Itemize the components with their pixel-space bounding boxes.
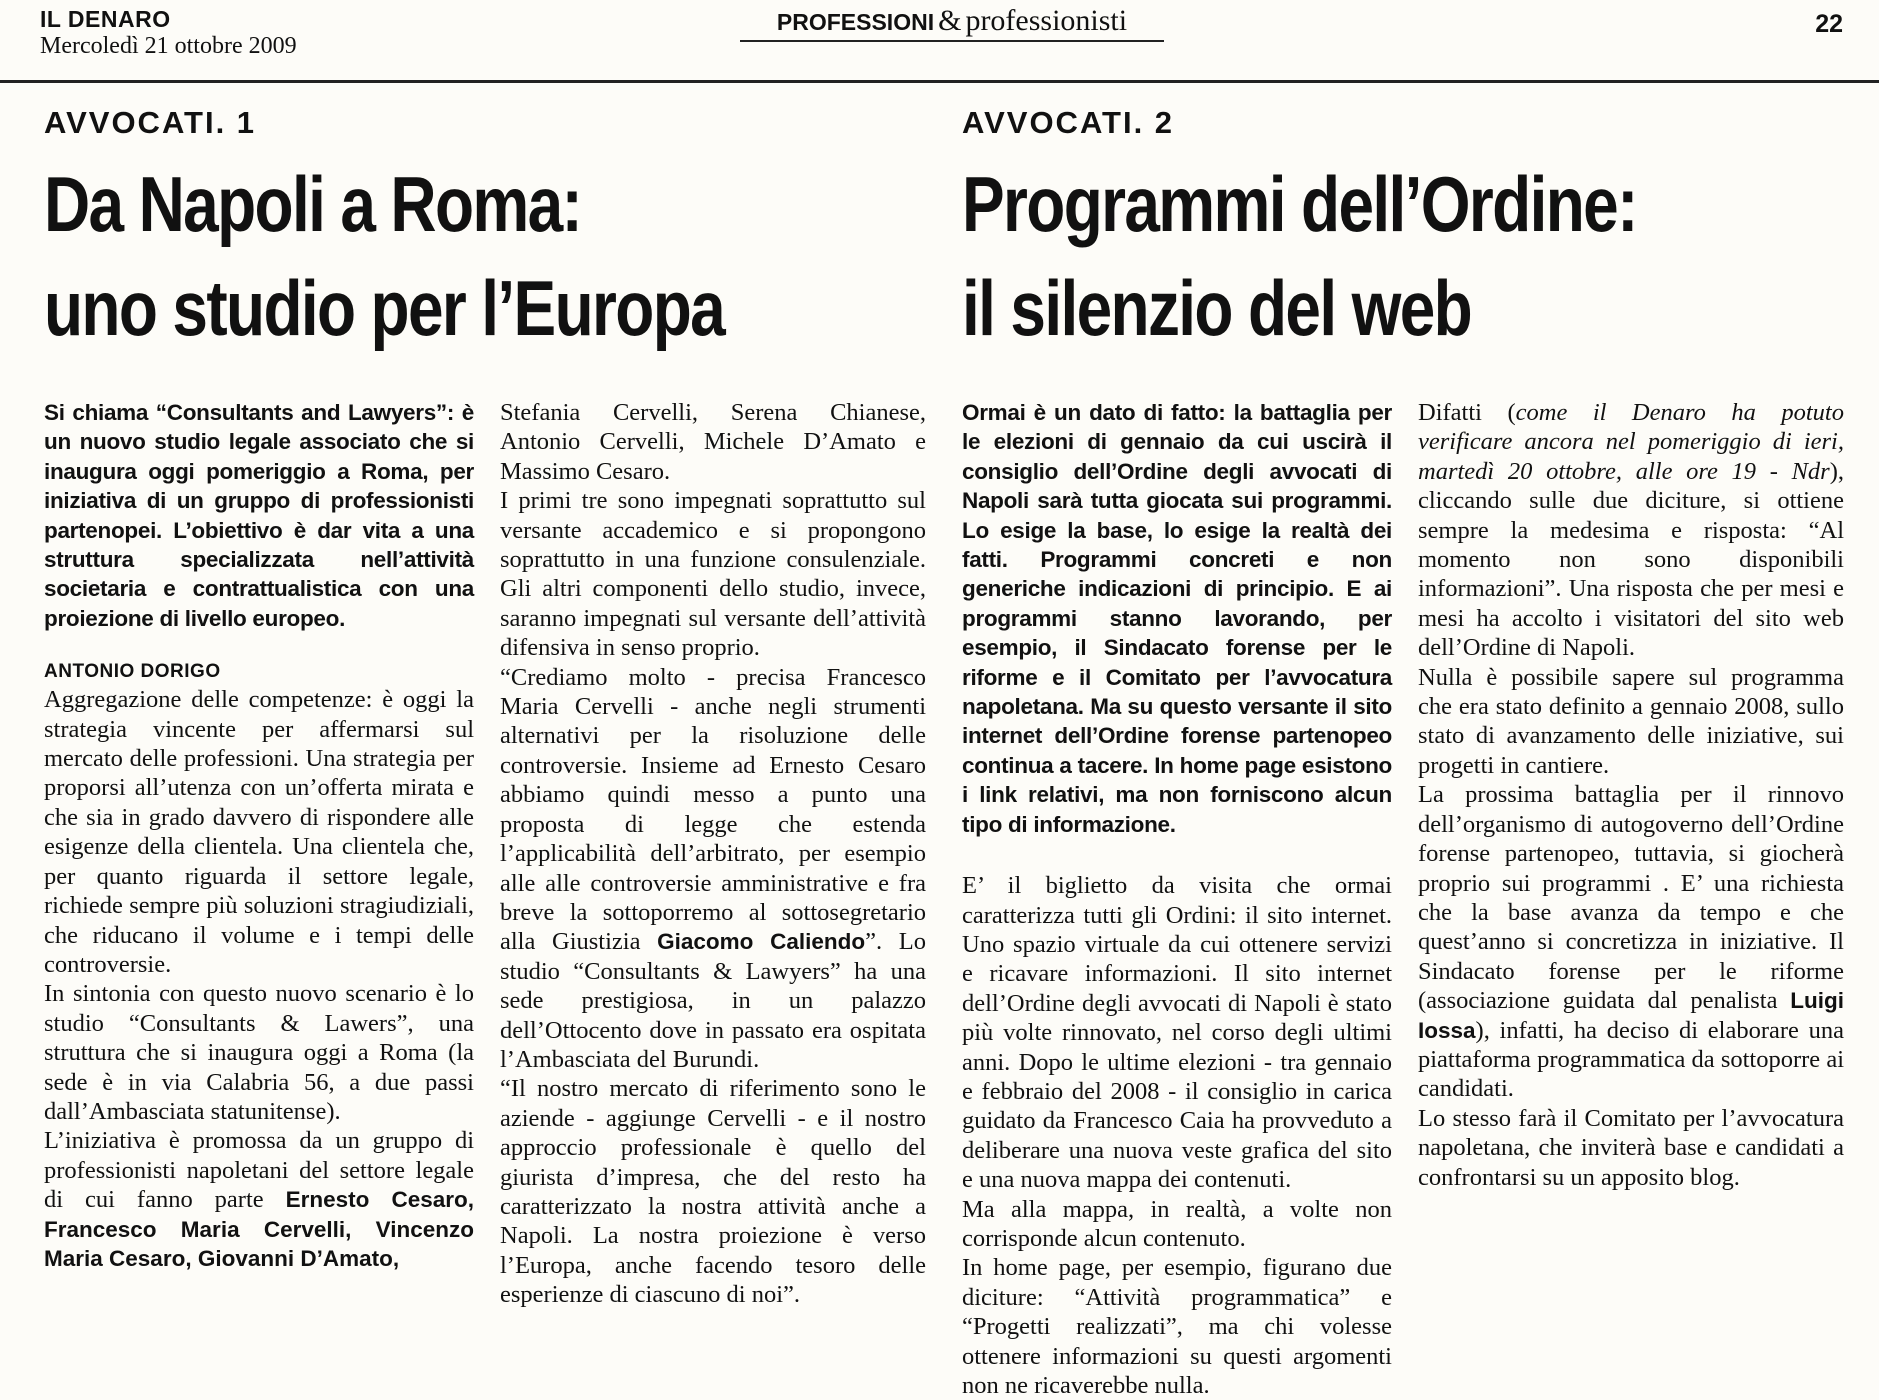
article1-paragraph5	[500, 663, 926, 1075]
article1-paragraph5-name: Giacomo Caliendo	[657, 929, 866, 955]
article1-headline-line2: uno studio per l’Europa	[44, 264, 725, 352]
article2-paragraph6-name: Luigi Iossa	[1418, 988, 1844, 1043]
article1-paragraph5-tail: ”. Lo studio “Consultants & Lawyers” ha una sede prestigiosa, in un palazzo dell’Ottocento dove in passato era ospitata l’Ambasciata del Burundi.	[500, 928, 926, 1073]
header-divider	[0, 80, 1879, 83]
section-title-part2: professionisti	[965, 4, 1128, 37]
article2-paragraph5: Nulla è possibile sapere sul programma che era stato definito a gennaio 2008, sullo stato di avanzamento delle iniziative, sui progetti in cantiere.	[1418, 663, 1844, 779]
article1-column2	[500, 398, 926, 1310]
article2-lead: Ormai è un dato di fatto: la battaglia per le elezioni di gennaio da cui uscirà il consiglio dell’Ordine degli avvocati di Napoli sarà tutta giocata sui programmi. Lo esige la base, lo esige la realtà dei fatti. Programmi concreti e non generiche indicazioni di principio. E ai programmi stanno lavorando, per esempio, il Sindacato forense per le riforme e il Comitato per l’avvocatura napoletana. Ma su questo versante il sito internet dell’Ordine forense partenopeo continua a tacere. In home page esistono i link relativi, ma non forniscono alcun tipo di informazione.	[962, 400, 1392, 837]
article1-lead: Si chiama “Consultants and Lawyers”: è un nuovo studio legale associato che si inaugura oggi pomeriggio a Roma, per iniziativa di un gruppo di professionisti partenopei. L’obiettivo è dar vita a una struttura specializzata nell’attività societaria e contrattualistica con una proiezione di livello europeo.	[44, 400, 474, 631]
article1-paragraph3-names: Ernesto Cesaro, Francesco Maria Cervelli, Vincenzo Maria Cesaro, Giovanni D’Amato,	[44, 1187, 474, 1271]
article2-headline-line1: Programmi dell’Ordine:	[962, 160, 1637, 248]
article2-column2	[1418, 398, 1844, 1192]
article1-paragraph3	[44, 1126, 474, 1273]
article1-byline: ANTONIO DORIGO	[44, 661, 221, 683]
article1-paragraph2: In sintonia con questo nuovo scenario è lo studio “Consultants & Lawers”, una struttura che si inaugura oggi a Roma (la sede è in via Calabria 56, a due passi dall’Ambasciata statunitense).	[44, 980, 474, 1125]
article2-paragraph6	[1418, 780, 1844, 1103]
article2-paragraph4-end: ), cliccando sulle due diciture, si ottiene sempre la medesima e risposta: “Al momento non sono disponibili informazioni”. Una risposta che per mesi e mesi ha accolto i visitatori del sito web dell’Ordine di Napoli.	[1418, 457, 1844, 662]
section-title	[740, 4, 1164, 42]
article1-paragraph5-text: “Crediamo molto - precisa Francesco Maria Cervelli - anche negli strumenti alternativi per la risoluzione delle controversie. Insieme ad Ernesto Cesaro abbiamo quindi messo a punto una proposta di legge che estenda l’applicabilità dell’arbitrato, per esempio alle alle controversie amministrative e fra breve la sottoporremo al sottosegretario alla Giustizia	[500, 663, 926, 956]
article2-paragraph4-editor-note: come il Denaro ha potuto verificare ancora nel pomeriggio di ieri, martedì 20 ottobre, alle ore 19 - Ndr	[1418, 399, 1844, 485]
article2-paragraph6-tail: ), infatti, ha deciso di elaborare una piattaforma programmatica da sottoporre ai candidati.	[1418, 1016, 1844, 1103]
page-number: 22	[1815, 10, 1843, 38]
article1-paragraph3-continued: Stefania Cervelli, Serena Chianese, Antonio Cervelli, Michele D’Amato e Massimo Cesaro.	[500, 399, 926, 485]
article2-kicker: AVVOCATI. 2	[962, 105, 1175, 140]
article1-paragraph6: “Il nostro mercato di riferimento sono le aziende - aggiunge Cervelli - e il nostro approccio professionale è quello del giurista d’impresa, che del resto ha caratterizzato la nostra attività anche a Napoli. La nostra proiezione è verso l’Europa, anche facendo tesoro delle esperienze di ciascuno di noi”.	[500, 1075, 926, 1309]
masthead	[40, 6, 297, 60]
article1-kicker: AVVOCATI. 1	[44, 105, 257, 140]
issue-date: Mercoledì 21 ottobre 2009	[40, 33, 297, 59]
article2-paragraph7: Lo stesso farà il Comitato per l’avvocatura napoletana, che inviterà base e candidati a confrontarsi su un apposito blog.	[1418, 1104, 1844, 1191]
article1-paragraph1: Aggregazione delle competenze: è oggi la strategia vincente per affermarsi sul mercato delle professioni. Una strategia per proporsi all’utenza con un’offerta mirata e che sia in grado davvero di rispondere alle esigenze della clientela. Una clientela che, per quanto riguarda il settore legale, richiede sempre più soluzioni stragiudiziali, che riducano il volume e i tempi delle controversie.	[44, 686, 474, 978]
article2-paragraph4-start: Difatti (	[1418, 399, 1516, 426]
article2-paragraph2: Ma alla mappa, in realtà, a volte non corrisponde alcun contenuto.	[962, 1195, 1392, 1252]
article2-column1	[962, 398, 1392, 1400]
article2-paragraph4	[1418, 398, 1844, 663]
article1-paragraph4: I primi tre sono impegnati soprattutto sul versante accademico e si propongono soprattutto in una funzione consulenziale. Gli altri componenti dello studio, invece, saranno impegnati sul versante dell’attività difensiva in senso proprio.	[500, 487, 926, 662]
section-title-part1: PROFESSIONI	[776, 9, 935, 35]
article1-headline	[44, 152, 724, 360]
article2-paragraph3: In home page, per esempio, figurano due diciture: “Attività programmatica” e “Progetti realizzati”, ma chi volesse ottenere informazioni su questi argomenti non ne ricaverebbe nulla.	[962, 1254, 1392, 1399]
article2-paragraph6-text: La prossima battaglia per il rinnovo dell’organismo di autogoverno dell’Ordine forense partenopeo, tuttavia, si giocherà proprio sui programmi . E’ una richiesta che la base avanza da tempo e che quest’anno si concretizza in iniziative. Il Sindacato forense per le riforme (associazione guidata dal penalista	[1418, 781, 1844, 1015]
newspaper-name: IL DENARO	[40, 6, 171, 32]
article2-headline-line2: il silenzio del web	[962, 264, 1472, 352]
section-title-ampersand: &	[938, 4, 962, 37]
article1-column1	[44, 398, 474, 1273]
article1-paragraph3-text: L’iniziativa è promossa da un gruppo di professionisti napoletani del settore legale di cui fanno parte	[44, 1127, 474, 1214]
article1-headline-line1: Da Napoli a Roma:	[44, 160, 582, 248]
article2-paragraph1: E’ il biglietto da visita che ormai caratterizza tutti gli Ordini: il sito internet. Uno spazio virtuale da cui ottenere servizi e ricavare informazioni. Il sito internet dell’Ordine degli avvocati di Napoli è stato più volte rinnovato, nel corso degli ultimi anni. Dopo le ultime elezioni - tra gennaio e febbraio del 2008 - il consiglio in carica guidato da Francesco Caia ha provveduto a deliberare una nuova veste grafica del sito e una nuova mappa dei contenuti.	[962, 872, 1392, 1194]
article2-headline	[962, 152, 1637, 360]
